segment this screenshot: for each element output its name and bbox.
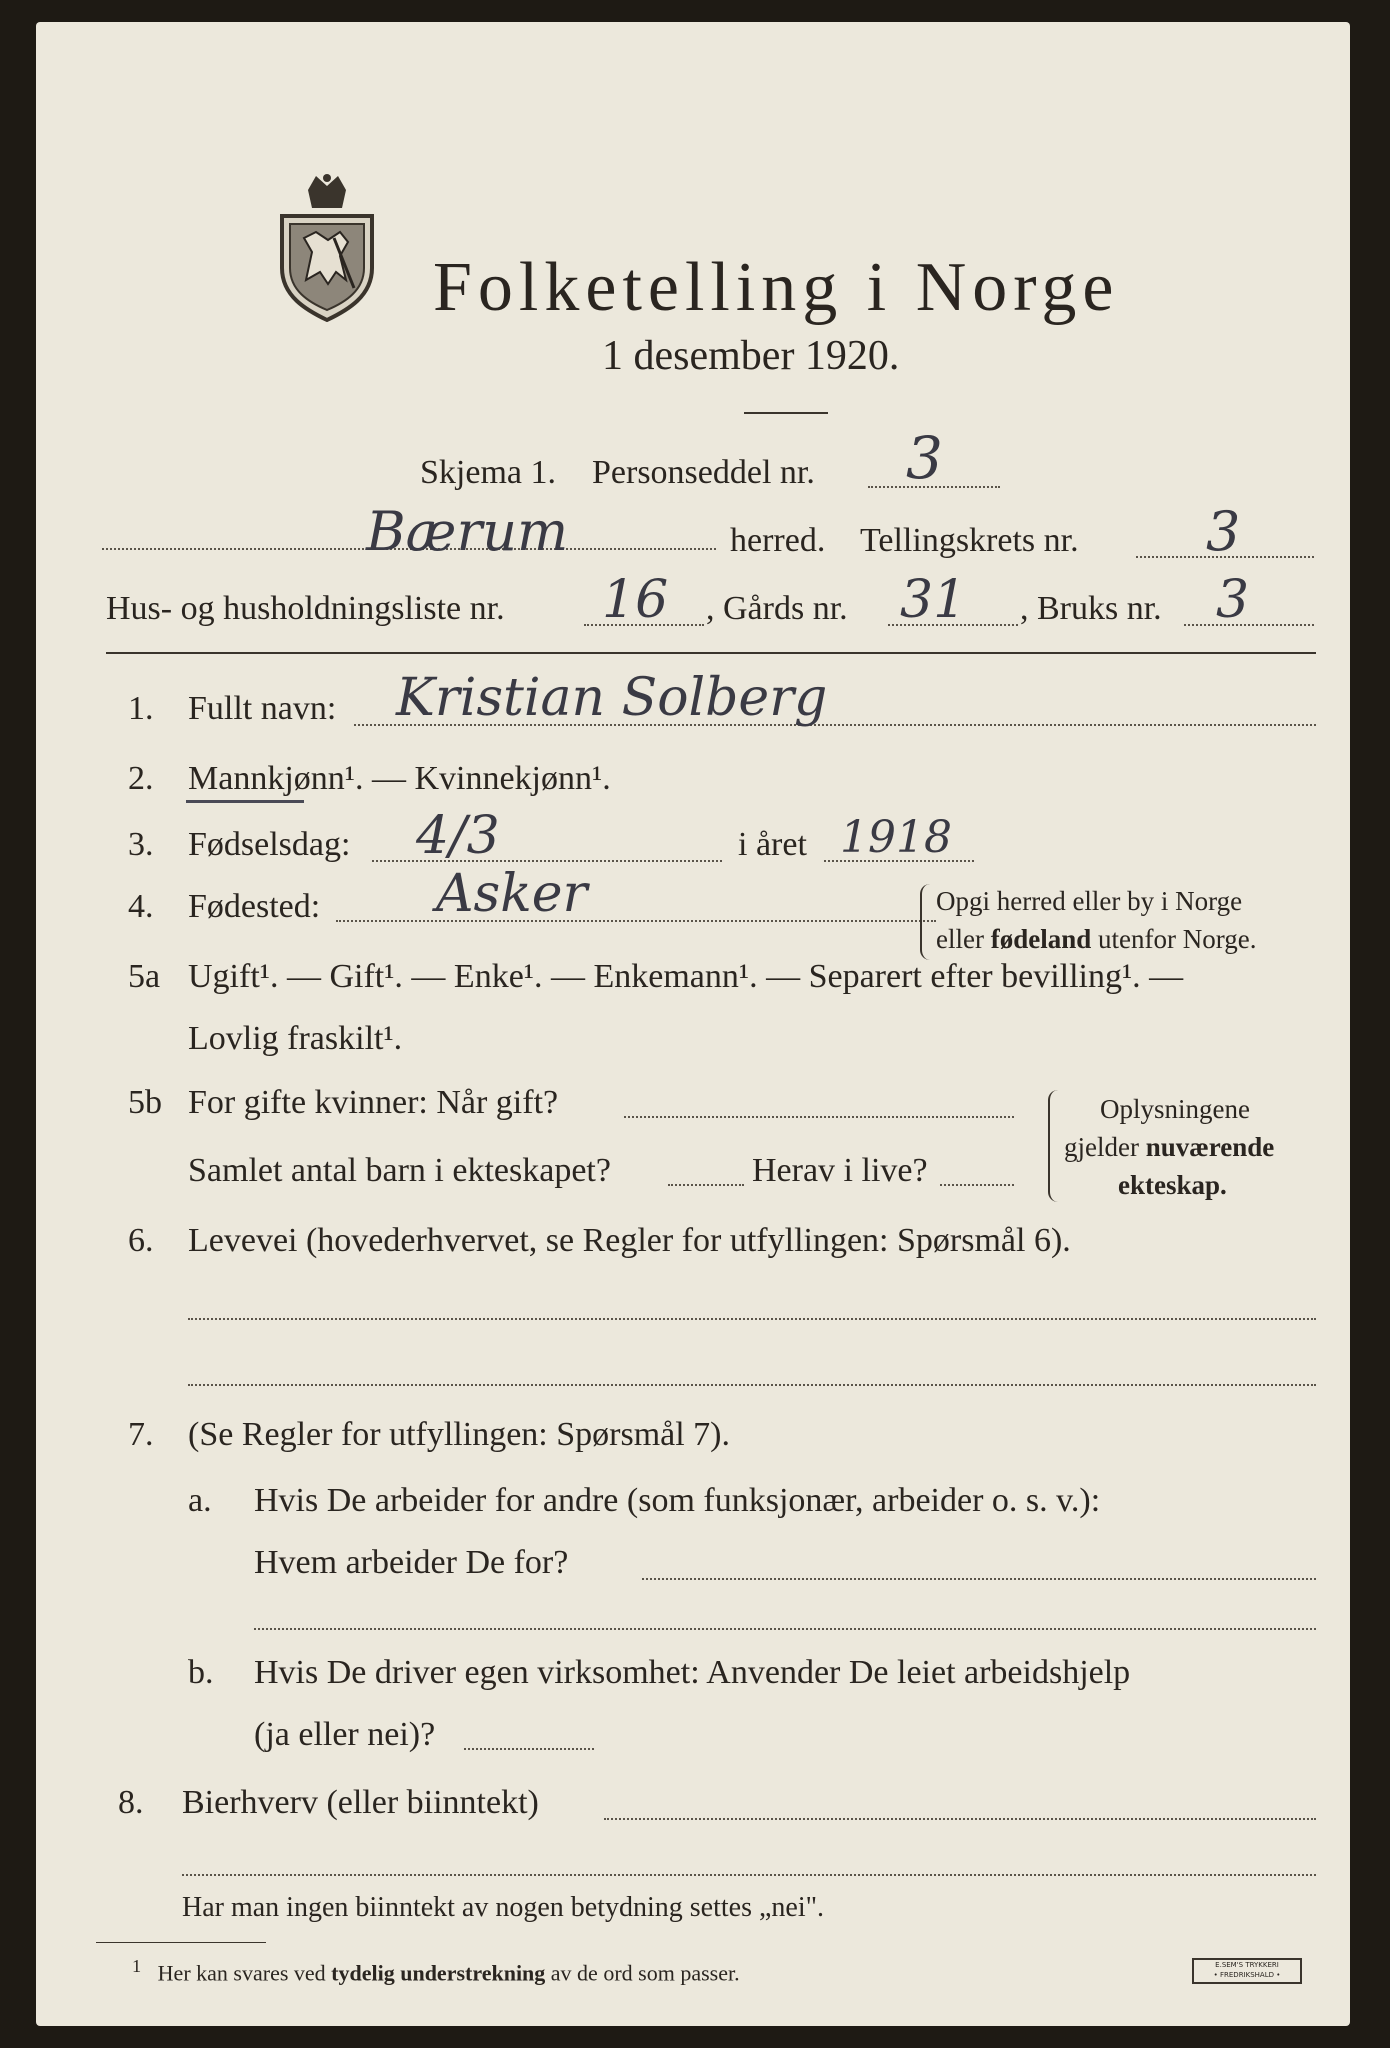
q6-number: 6. xyxy=(128,1222,154,1259)
q7b-label-line1: Hvis De driver egen virksomhet: Anvender De leiet arbeidshjelp xyxy=(254,1654,1131,1691)
q7a-line1 xyxy=(642,1578,1316,1580)
printer-stamp: E.SEM'S TRYKKERI • FREDRIKSHALD • xyxy=(1192,1958,1302,1984)
q5b-note-line3: ekteskap. xyxy=(1118,1170,1227,1200)
q5b-married-line xyxy=(624,1116,1014,1118)
q1-value: Kristian Solberg xyxy=(396,668,828,728)
q5b-alive-line xyxy=(940,1184,1014,1186)
q6-line1 xyxy=(188,1318,1316,1320)
q8-line2 xyxy=(182,1874,1316,1876)
q5b-note-brace xyxy=(1048,1090,1062,1202)
q5a-label-line1: Ugift¹. — Gift¹. — Enke¹. — Enkemann¹. — Separert efter bevilling¹. — xyxy=(188,958,1184,995)
q5b-note-line1: Oplysningene xyxy=(1100,1094,1250,1124)
gards-label: , Gårds nr. xyxy=(706,590,848,627)
husliste-value: 16 xyxy=(602,570,669,630)
personseddel-value: 3 xyxy=(906,424,943,492)
title-rule xyxy=(744,412,828,414)
q2-underline-mannkjonn xyxy=(186,800,304,803)
schema-label: Skjema 1. xyxy=(420,454,556,491)
q5b-children-line xyxy=(668,1184,744,1186)
q5a-label-line2: Lovlig fraskilt¹. xyxy=(188,1020,403,1057)
q3-year-label: i året xyxy=(738,826,807,863)
q1-number: 1. xyxy=(128,690,154,727)
q4-label: Fødested: xyxy=(188,888,321,925)
q8-line1 xyxy=(604,1818,1316,1820)
q5b-note-line2: gjelder nuværende xyxy=(1064,1132,1275,1162)
q2-label: Mannkjønn¹. — Kvinnekjønn¹. xyxy=(188,760,611,797)
q5b-label-line1: For gifte kvinner: Når gift? xyxy=(188,1084,559,1121)
q8-note: Har man ingen biinntekt av nogen betydning settes „nei". xyxy=(182,1892,825,1923)
herred-label: herred. xyxy=(730,522,826,559)
gards-value: 31 xyxy=(900,570,967,630)
q3-label: Fødselsdag: xyxy=(188,826,351,863)
bruks-label: , Bruks nr. xyxy=(1020,590,1162,627)
q4-note-line1: Opgi herred eller by i Norge xyxy=(936,886,1243,916)
q7b-line xyxy=(464,1748,594,1750)
q1-label: Fullt navn: xyxy=(188,690,337,727)
form-title: Folketelling i Norge xyxy=(433,249,1120,326)
q7a-label-line2: Hvem arbeider De for? xyxy=(254,1544,569,1581)
q7a-line2 xyxy=(254,1628,1316,1630)
q8-number: 8. xyxy=(118,1784,144,1821)
q6-label: Levevei (hovederhvervet, se Regler for utfyllingen: Spørsmål 6). xyxy=(188,1222,1071,1259)
q7a-letter: a. xyxy=(188,1482,212,1519)
q6-line2 xyxy=(188,1384,1316,1386)
census-date: 1 desember 1920. xyxy=(602,333,900,379)
q5b-label-line2: Samlet antal barn i ekteskapet? xyxy=(188,1152,611,1189)
q3-value: 4/3 xyxy=(416,806,500,866)
tellingskrets-label: Tellingskrets nr. xyxy=(860,522,1079,559)
bruks-value: 3 xyxy=(1216,570,1250,630)
q5b-number: 5b xyxy=(128,1084,162,1121)
husliste-label: Hus- og husholdningsliste nr. xyxy=(106,590,505,627)
q3-number: 3. xyxy=(128,826,154,863)
q4-value: Asker xyxy=(436,864,588,924)
footnote: $^1$ Her kan svares ved tydelig understrekning av de ord som passer. xyxy=(132,1956,740,1986)
q7-label: (Se Regler for utfyllingen: Spørsmål 7). xyxy=(188,1416,731,1453)
q7b-letter: b. xyxy=(188,1654,214,1691)
herred-value: Bærum xyxy=(366,500,569,563)
q7b-label-line2: (ja eller nei)? xyxy=(254,1716,436,1753)
header-rule xyxy=(106,652,1316,654)
q4-line xyxy=(336,920,936,922)
census-form-sheet xyxy=(36,22,1350,2026)
q3-year-value: 1918 xyxy=(840,812,952,863)
q7-number: 7. xyxy=(128,1416,154,1453)
q5a-number: 5a xyxy=(128,958,161,995)
q4-note-line2: eller fødeland utenfor Norge. xyxy=(936,924,1257,954)
norway-coat-of-arms-icon xyxy=(268,172,386,322)
q8-label: Bierhverv (eller biinntekt) xyxy=(182,1784,539,1821)
personseddel-label: Personseddel nr. xyxy=(592,454,815,491)
tellingskrets-value: 3 xyxy=(1206,500,1241,563)
q4-note-brace xyxy=(920,884,934,960)
footnote-rule xyxy=(96,1942,266,1943)
q5b-label-alive: Herav i live? xyxy=(752,1152,928,1189)
q4-number: 4. xyxy=(128,888,154,925)
q2-number: 2. xyxy=(128,760,154,797)
q7a-label-line1: Hvis De arbeider for andre (som funksjonær, arbeider o. s. v.): xyxy=(254,1482,1101,1519)
